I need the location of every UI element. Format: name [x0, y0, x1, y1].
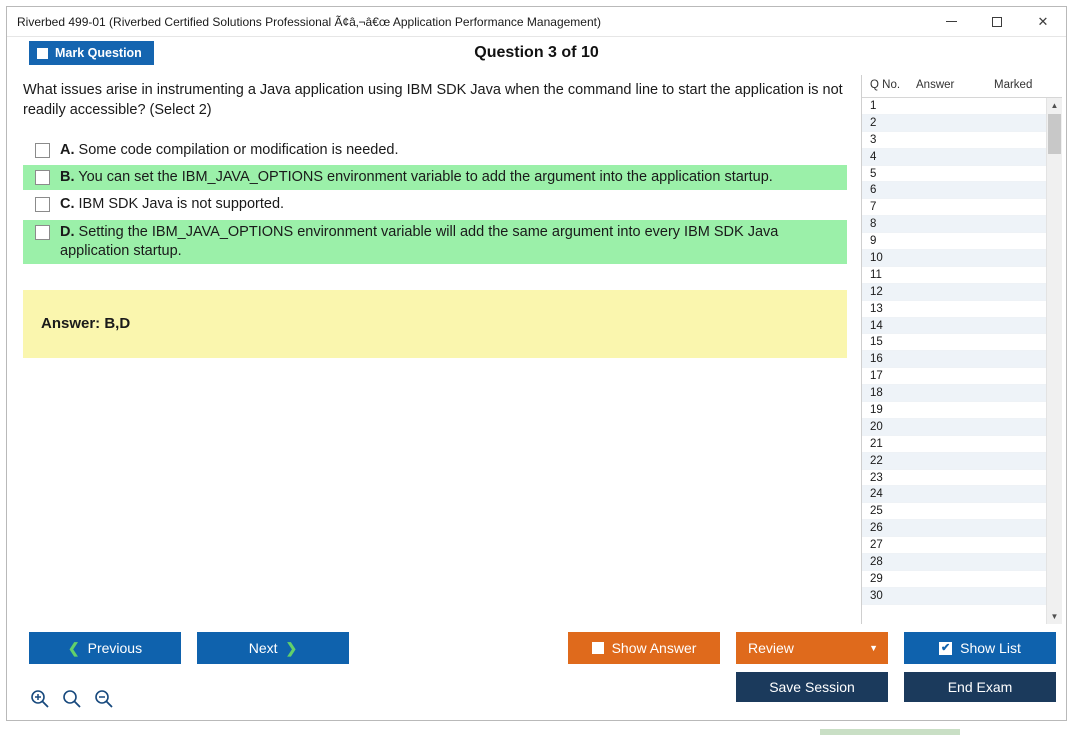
scroll-down-icon[interactable]: ▼ [1050, 612, 1059, 621]
question-list-row[interactable] [862, 402, 1046, 419]
question-list-row[interactable] [862, 470, 1046, 487]
question-list-row[interactable] [862, 216, 1046, 233]
option-checkbox[interactable] [35, 197, 50, 212]
question-list-row[interactable] [862, 284, 1046, 301]
option-letter: D. [60, 223, 75, 240]
exam-window [6, 6, 1067, 721]
question-list-row[interactable] [862, 520, 1046, 537]
question-list-scroll-area [862, 98, 1062, 624]
option-letter: B. [60, 169, 75, 186]
question-number: 11 [870, 268, 882, 281]
question-list-row[interactable] [862, 554, 1046, 571]
question-list-rows [862, 98, 1046, 624]
question-list-row[interactable] [862, 453, 1046, 470]
question-list-row[interactable] [862, 149, 1046, 166]
option-checkbox[interactable] [35, 225, 50, 240]
next-button[interactable] [197, 632, 349, 664]
show-answer-label: Show Answer [611, 640, 697, 656]
next-label: Next [248, 640, 278, 656]
main-body [7, 69, 1066, 624]
question-list-row[interactable] [862, 419, 1046, 436]
column-header-qno: Q No. [870, 79, 901, 91]
zoom-reset-icon[interactable] [61, 688, 83, 710]
option-row[interactable] [23, 220, 847, 264]
review-label: Review [748, 640, 794, 656]
option-text [60, 168, 773, 187]
column-header-answer: Answer [916, 79, 955, 91]
question-number: 9 [870, 235, 877, 248]
question-number: 3 [870, 133, 877, 146]
option-body: Setting the IBM_JAVA_OPTIONS environment variable will add the same argument into every IBM SDK Java application startup. [60, 223, 779, 259]
chevron-left-icon: ❮ [67, 639, 80, 656]
question-list-row[interactable] [862, 267, 1046, 284]
show-answer-checkbox-icon [592, 642, 604, 654]
question-number: 23 [870, 471, 883, 484]
end-exam-button[interactable] [904, 672, 1056, 702]
option-checkbox[interactable] [35, 143, 50, 158]
question-list-row[interactable] [862, 503, 1046, 520]
review-dropdown[interactable] [736, 632, 888, 664]
previous-label: Previous [87, 640, 143, 656]
question-number: 10 [870, 251, 883, 264]
mark-question-button[interactable] [29, 41, 154, 65]
option-body: IBM SDK Java is not supported. [78, 196, 285, 213]
question-list-scrollbar[interactable] [1046, 98, 1062, 624]
end-exam-label: End Exam [947, 679, 1013, 695]
show-answer-button[interactable] [568, 632, 720, 664]
question-number: 24 [870, 488, 883, 501]
option-text [60, 141, 399, 160]
question-number: 20 [870, 420, 883, 433]
question-number: 21 [870, 437, 883, 450]
close-icon[interactable]: ✕ [1037, 13, 1049, 29]
minimize-icon[interactable] [928, 7, 974, 36]
question-number: 27 [870, 539, 883, 552]
question-number: 5 [870, 167, 877, 180]
option-row[interactable] [23, 165, 847, 190]
question-list-row[interactable] [862, 318, 1046, 335]
question-number: 19 [870, 403, 883, 416]
question-list-row[interactable] [862, 98, 1046, 115]
question-list-row[interactable] [862, 351, 1046, 368]
question-list-row[interactable] [862, 301, 1046, 318]
question-list-row[interactable] [862, 166, 1046, 183]
option-body: Some code compilation or modification is needed. [78, 142, 399, 159]
chevron-down-icon: ▼ [869, 643, 878, 653]
save-session-button[interactable] [736, 672, 888, 702]
option-text [60, 223, 843, 261]
previous-button[interactable] [29, 632, 181, 664]
question-list-header [862, 75, 1062, 98]
show-list-button[interactable] [904, 632, 1056, 664]
question-list-row[interactable] [862, 132, 1046, 149]
question-number: 30 [870, 589, 883, 602]
question-number: 7 [870, 201, 877, 214]
question-number: 16 [870, 353, 883, 366]
options-list [23, 138, 847, 266]
question-number: 13 [870, 302, 883, 315]
answer-panel [23, 290, 847, 358]
show-list-checkbox-icon: ✔ [941, 641, 951, 654]
scroll-up-icon[interactable]: ▲ [1050, 101, 1059, 110]
answer-text: Answer: B,D [41, 315, 131, 333]
window-controls [928, 7, 1066, 36]
zoom-in-icon[interactable] [29, 688, 51, 710]
question-list-row[interactable] [862, 115, 1046, 132]
question-list-row[interactable] [862, 233, 1046, 250]
question-list-row[interactable] [862, 250, 1046, 267]
page-title: Question 3 of 10 [474, 44, 599, 61]
question-number: 12 [870, 285, 883, 298]
question-list-row[interactable] [862, 436, 1046, 453]
option-letter: A. [60, 142, 75, 159]
question-list-row[interactable] [862, 385, 1046, 402]
option-row[interactable] [23, 192, 847, 217]
question-number: 26 [870, 522, 883, 535]
question-number: 18 [870, 387, 883, 400]
question-number: 6 [870, 184, 877, 197]
title-bar [7, 7, 1066, 37]
save-session-label: Save Session [769, 679, 855, 695]
mark-question-checkbox-icon [37, 48, 48, 59]
option-text [60, 195, 284, 214]
question-list-row[interactable] [862, 199, 1046, 216]
option-checkbox[interactable] [35, 170, 50, 185]
question-number: 2 [870, 116, 877, 129]
footer-toolbar [7, 624, 1066, 720]
option-row[interactable] [23, 138, 847, 163]
show-list-label: Show List [960, 640, 1021, 656]
question-number: 25 [870, 505, 883, 518]
question-number: 28 [870, 555, 883, 568]
question-pane [7, 69, 861, 624]
question-number: 22 [870, 454, 883, 467]
desktop-edge-strip [820, 729, 960, 735]
maximize-icon[interactable] [974, 7, 1020, 36]
question-text: What issues arise in instrumenting a Java application using IBM SDK Java when the command line to start the application is not readily accessible? (Select 2) [23, 82, 843, 118]
question-list-row[interactable] [862, 486, 1046, 503]
zoom-controls [29, 688, 115, 710]
question-number: 14 [870, 319, 883, 332]
question-list-row[interactable] [862, 334, 1046, 351]
window-title: Riverbed 499-01 (Riverbed Certified Solutions Professional Ã¢â‚¬â€œ Application Performance Management) [17, 14, 601, 29]
scrollbar-thumb[interactable] [1048, 114, 1061, 154]
question-list-row[interactable] [862, 537, 1046, 554]
option-letter: C. [60, 196, 75, 213]
question-number: 1 [870, 99, 877, 112]
question-list-panel [861, 75, 1062, 624]
question-list-row[interactable] [862, 588, 1046, 605]
column-header-marked: Marked [994, 79, 1033, 91]
question-list-row[interactable] [862, 182, 1046, 199]
question-header [7, 37, 1066, 69]
mark-question-label: Mark Question [55, 46, 142, 60]
question-number: 8 [870, 218, 877, 231]
question-number: 4 [870, 150, 877, 163]
option-body: You can set the IBM_JAVA_OPTIONS environment variable to add the argument into the application startup. [78, 169, 773, 186]
chevron-right-icon: ❯ [285, 639, 298, 656]
question-list-row[interactable] [862, 368, 1046, 385]
question-number: 29 [870, 572, 883, 585]
question-number: 17 [870, 370, 883, 383]
question-list-row[interactable] [862, 571, 1046, 588]
question-number: 15 [870, 336, 883, 349]
zoom-out-icon[interactable] [93, 688, 115, 710]
